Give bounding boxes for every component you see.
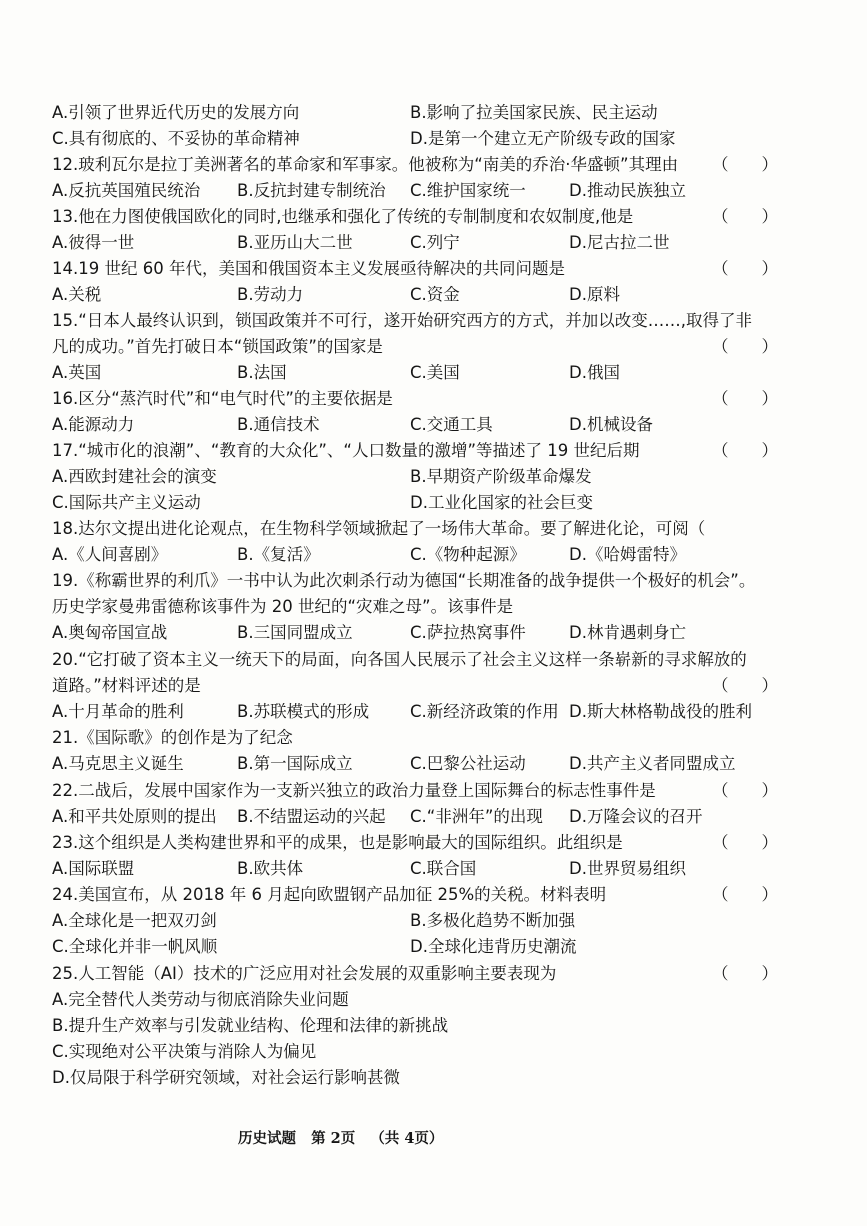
answer-option: C.新经济政策的作用 [410, 702, 559, 721]
question-text: D.仅局限于科学研究领域，对社会运行影响甚微 [52, 1068, 400, 1087]
question-text: 14.19 世纪 60 年代，美国和俄国资本主义发展亟待解决的共同问题是 [52, 259, 565, 278]
answer-option: D.世界贸易组织 [569, 859, 686, 878]
question-text: 23.这个组织是人类构建世界和平的成果，也是影响最大的国际组织。此组织是 [52, 833, 623, 852]
answer-option: B.第一国际成立 [237, 754, 353, 773]
question-text: 19.《称霸世界的利爪》一书中认为此次刺杀行动为德国“长期准备的战争提供一个极好的机会”。 [52, 571, 756, 590]
answer-option: C.资金 [410, 285, 460, 304]
question-text: 13.他在力图使俄国欧化的同时,也继承和强化了传统的专制制度和农奴制度,他是 [52, 207, 634, 226]
footer-total-pages: （共 4页） [370, 1130, 444, 1147]
answer-option: A.《人间喜剧》 [52, 545, 168, 564]
question-text: 12.玻利瓦尔是拉丁美洲著名的革命家和军事家。他被称为“南美的乔治·华盛顿”其理由 [52, 155, 679, 174]
answer-option: A.和平共处原则的提出 [52, 807, 217, 826]
answer-option: C.巴黎公社运动 [410, 754, 526, 773]
answer-bracket: （ ） [712, 676, 778, 695]
answer-option: B.影响了拉美国家民族、民主运动 [410, 103, 658, 122]
answer-option: C.国际共产主义运动 [52, 493, 201, 512]
question-text: 22.二战后，发展中国家作为一支新兴独立的政治力量登上国际舞台的标志性事件是 [52, 781, 656, 800]
answer-option: B.早期资产阶级革命爆发 [410, 467, 592, 486]
answer-option: A.英国 [52, 363, 102, 382]
answer-option: C.美国 [410, 363, 460, 382]
answer-option: D.机械设备 [569, 415, 653, 434]
answer-option: B.苏联模式的形成 [237, 702, 370, 721]
question-text: C.实现绝对公平决策与消除人为偏见 [52, 1042, 317, 1061]
answer-option: B.三国同盟成立 [237, 623, 353, 642]
answer-option: C.维护国家统一 [410, 181, 526, 200]
question-text: 18.达尔文提出进化论观点，在生物科学领域掀起了一场伟大革命。要了解进化论，可阅（ [52, 519, 706, 538]
page-footer [238, 1127, 453, 1148]
answer-option: D.万隆会议的召开 [569, 807, 703, 826]
answer-bracket: （ ） [712, 441, 778, 460]
question-text: 凡的成功。”首先打破日本“锁国政策”的国家是 [52, 337, 383, 356]
answer-option: D.尼古拉二世 [569, 233, 670, 252]
answer-option: B.不结盟运动的兴起 [237, 807, 386, 826]
answer-option: D.是第一个建立无产阶级专政的国家 [410, 129, 676, 148]
answer-option: C.全球化并非一帆风顺 [52, 937, 218, 956]
answer-option: A.关税 [52, 285, 102, 304]
footer-subject: 历史试题 [238, 1130, 296, 1147]
answer-option: A.全球化是一把双刃剑 [52, 911, 217, 930]
answer-option: B.劳动力 [237, 285, 304, 304]
answer-option: B.法国 [237, 363, 287, 382]
answer-option: D.推动民族独立 [569, 181, 686, 200]
answer-bracket: （ ） [712, 337, 778, 356]
question-text: 24.美国宣布，从 2018 年 6 月起向欧盟钢产品加征 25%的关税。材料表明 [52, 885, 607, 904]
question-text: 15.“日本人最终认识到，锁国政策并不可行，遂开始研究西方的方式，并加以改变……,取得了非 [52, 311, 753, 330]
answer-option: C.《物种起源》 [410, 545, 526, 564]
answer-option: B.《复活》 [237, 545, 320, 564]
question-text: 道路。”材料评述的是 [52, 676, 201, 695]
answer-option: C.联合国 [410, 859, 477, 878]
answer-bracket: （ ） [712, 207, 778, 226]
answer-option: A.彼得一世 [52, 233, 135, 252]
answer-option: A.十月革命的胜利 [52, 702, 184, 721]
answer-bracket: （ ） [712, 155, 778, 174]
question-text: 21.《国际歌》的创作是为了纪念 [52, 728, 293, 747]
answer-option: D.原料 [569, 285, 620, 304]
answer-option: B.欧共体 [237, 859, 304, 878]
answer-bracket: （ ） [712, 389, 778, 408]
answer-option: D.全球化违背历史潮流 [410, 937, 577, 956]
answer-option: A.国际联盟 [52, 859, 135, 878]
answer-option: A.奥匈帝国宣战 [52, 623, 168, 642]
answer-option: A.能源动力 [52, 415, 135, 434]
answer-option: C.交通工具 [410, 415, 493, 434]
answer-option: A.引领了世界近代历史的发展方向 [52, 103, 300, 122]
answer-option: C.萨拉热窝事件 [410, 623, 526, 642]
answer-option: A.马克思主义诞生 [52, 754, 184, 773]
answer-option: B.多极化趋势不断加强 [410, 911, 576, 930]
answer-bracket: （ ） [712, 885, 778, 904]
answer-option: A.反抗英国殖民统治 [52, 181, 201, 200]
answer-option: D.林肯遇刺身亡 [569, 623, 686, 642]
answer-bracket: （ ） [712, 259, 778, 278]
question-text: 25.人工智能（AI）技术的广泛应用对社会发展的双重影响主要表现为 [52, 964, 557, 983]
answer-option: C.列宁 [410, 233, 460, 252]
answer-option: D.斯大林格勒战役的胜利 [569, 702, 752, 721]
question-text: 17.“城市化的浪潮”、“教育的大众化”、“人口数量的激增”等描述了 19 世纪后期 [52, 441, 640, 460]
answer-option: A.西欧封建社会的演变 [52, 467, 217, 486]
answer-bracket: （ ） [712, 964, 778, 983]
answer-option: D.工业化国家的社会巨变 [410, 493, 593, 512]
question-text: 16.区分“蒸汽时代”和“电气时代”的主要依据是 [52, 389, 393, 408]
answer-option: B.反抗封建专制统治 [237, 181, 386, 200]
answer-option: B.通信技术 [237, 415, 320, 434]
answer-bracket: （ ） [712, 781, 778, 800]
answer-option: C.具有彻底的、不妥协的革命精神 [52, 129, 300, 148]
question-text: 历史学家曼弗雷德称该事件为 20 世纪的“灾难之母”。该事件是 [52, 597, 514, 616]
question-text: 20.“它打破了资本主义一统天下的局面，向各国人民展示了社会主义这样一条崭新的寻求解放的 [52, 650, 747, 669]
answer-option: C.“非洲年”的出现 [410, 807, 543, 826]
question-text: B.提升生产效率与引发就业结构、伦理和法律的新挑战 [52, 1016, 449, 1035]
answer-bracket: （ ） [712, 833, 778, 852]
answer-option: D.《哈姆雷特》 [569, 545, 686, 564]
footer-page-number: 第 2页 [311, 1130, 356, 1147]
answer-option: D.共产主义者同盟成立 [569, 754, 736, 773]
answer-option: B.亚历山大二世 [237, 233, 353, 252]
answer-option: D.俄国 [569, 363, 620, 382]
question-text: A.完全替代人类劳动与彻底消除失业问题 [52, 990, 349, 1009]
